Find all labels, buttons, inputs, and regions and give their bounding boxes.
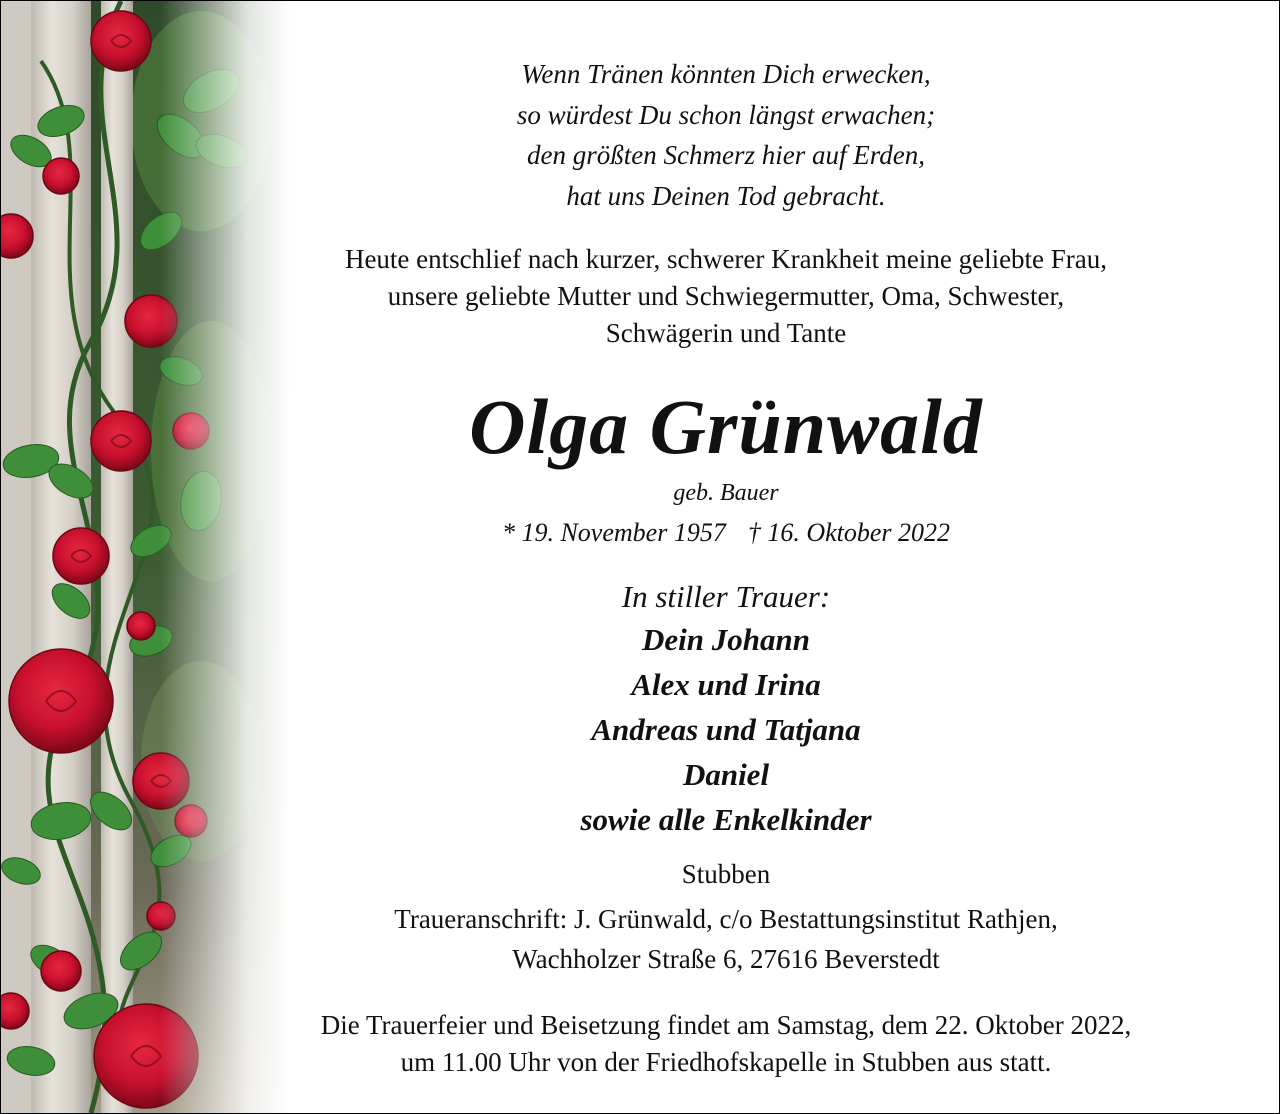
- poem-line: den größten Schmerz hier auf Erden,: [527, 140, 925, 170]
- mourner-name: Daniel: [682, 757, 770, 792]
- mourner-name: sowie alle Enkelkinder: [580, 802, 872, 837]
- mourners-list: [201, 617, 1251, 842]
- death-announcement: [201, 241, 1251, 352]
- poem-line: hat uns Deinen Tod gebracht.: [566, 180, 886, 211]
- funeral-line: Die Trauerfeier und Beisetzung findet am Samstag, dem 22. Oktober 2022,: [320, 1010, 1132, 1040]
- death-date: † 16. Oktober 2022: [747, 518, 951, 547]
- mourning-heading: In stiller Trauer:: [621, 579, 831, 614]
- life-dates: [201, 516, 1251, 550]
- address-line: Wachholzer Straße 6, 27616 Beverstedt: [512, 944, 940, 974]
- obituary-text: [201, 1, 1251, 1113]
- deceased-name: Olga Grünwald: [469, 383, 983, 470]
- address-line: Traueranschrift: J. Grünwald, c/o Bestattungsinstitut Rathjen,: [394, 904, 1058, 934]
- poem-line: Wenn Tränen könnten Dich erwecken,: [521, 59, 931, 89]
- announcement-line: unsere geliebte Mutter und Schwiegermutter, Oma, Schwester,: [387, 281, 1065, 311]
- mourning-address: [201, 899, 1251, 979]
- maiden-name: geb. Bauer: [673, 480, 779, 506]
- mourner-name: Alex und Irina: [631, 667, 821, 702]
- mourner-name: Andreas und Tatjana: [591, 712, 861, 747]
- announcement-line: Heute entschlief nach kurzer, schwerer Krankheit meine geliebte Frau,: [344, 244, 1108, 274]
- mourner-name: Dein Johann: [642, 622, 810, 657]
- birth-date: * 19. November 1957: [501, 518, 726, 547]
- funeral-line: um 11.00 Uhr von der Friedhofskapelle in Stubben aus statt.: [400, 1047, 1052, 1077]
- place-name: Stubben: [681, 859, 771, 889]
- announcement-line: Schwägerin und Tante: [605, 318, 847, 348]
- poem-verse: [201, 54, 1251, 216]
- funeral-notice: [201, 1007, 1251, 1081]
- poem-line: so würdest Du schon längst erwachen;: [516, 99, 936, 130]
